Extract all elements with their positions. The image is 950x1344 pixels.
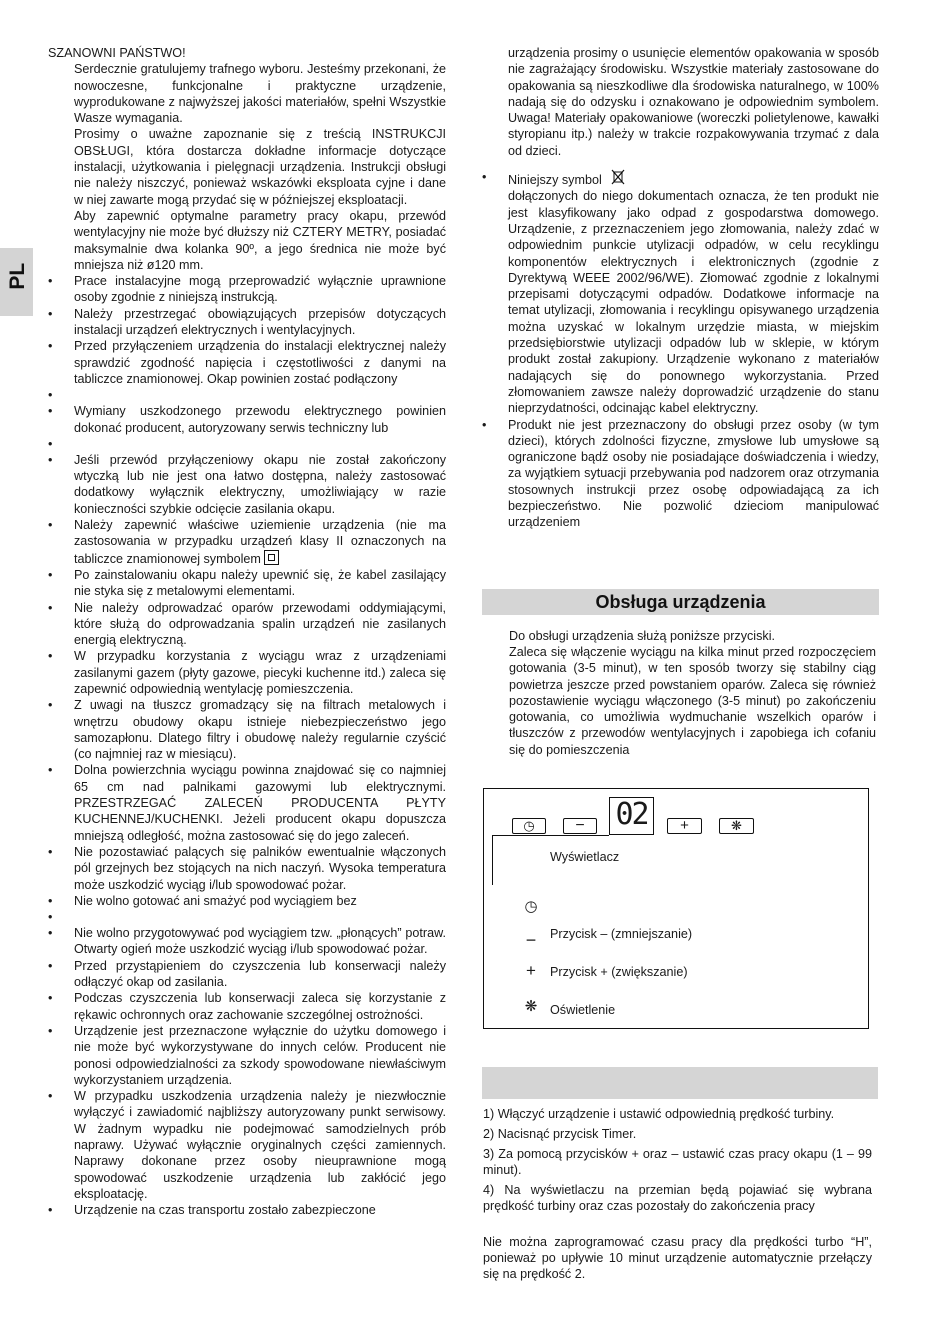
- list-item: • Dolna powierzchnia wyciągu powinna znajdować się co najmniej 65 cm nad palnikami gazowymi lub elektrycznymi. PRZESTRZEGAĆ ZALECEŃ PRODUCENTA PŁYTY KUCHENNEJ/KUCHENKI. Jeżeli producent okapu dopuszcza mniejszą odległość, można zastosować się do jego zaleceń.: [48, 762, 446, 843]
- list-item: • Przed przystąpieniem do czyszczenia lub konserwacji należy odłączyć okap od zasilania.: [48, 958, 446, 991]
- step-item: 2) Nacisnąć przycisk Timer.: [483, 1127, 637, 1141]
- list-item: • Produkt nie jest przeznaczony do obsługi przez osoby (w tym dzieci), których zdolności fizyczne, zmysłowe lub umysłowe są ograniczone bądź osoby nie posiadające doświadczenia i wiedzy, za wyjątkiem sytuacji przebywania pod nadzorem oraz otrzymania stosownych instrukcji przez osobę odpowiadającą za ich bezpieczeństwo. Nie pozwolić dzieciom manipulować urządzeniem: [482, 417, 879, 531]
- step-item: 4) Na wyświetlaczu na przemian będą pojawiać się wybrana prędkość turbiny oraz czas pozostały do zakończenia pracy: [483, 1183, 872, 1213]
- disposal-list: [482, 169, 879, 531]
- list-item: • Nie wolno gotować ani smażyć pod wyciągiem bez: [48, 893, 446, 909]
- timer-button[interactable]: ◷: [512, 818, 546, 834]
- digital-display: 02: [609, 797, 654, 835]
- plus-icon: +: [526, 961, 536, 980]
- list-item: • Należy przestrzegać obowiązujących przepisów dotyczących instalacji urządzeń elektrycznych i wentylacyjnych.: [48, 306, 446, 339]
- list-item-text: Należy zapewnić właściwe uziemienie urządzenia (nie ma zastosowania w przypadku urządzeń klasy II oznaczonych na tabliczce znamionowej symbolem: [74, 518, 446, 566]
- class-ii-symbol-icon: [264, 550, 279, 565]
- intro-paragraph: Aby zapewnić optymalne parametry pracy okapu, przewód wentylacyjny nie może być dłuższy niż CZTERY METRY, posiadać maksymalnie dwa kolanka 90º, a jego średnica nie może być mniejsza niż ø120 mm.: [74, 208, 446, 272]
- left-column: [48, 45, 446, 1218]
- list-item: • Nie wolno przygotowywać pod wyciągiem tzw. „płonących” potraw. Otwarty ogień może uszkodzić wyciąg i/lub spowodować pożar.: [48, 925, 446, 958]
- salutation: SZANOWNI PAŃSTWO!: [48, 46, 186, 60]
- list-item: [48, 517, 446, 567]
- list-item: • Prace instalacyjne mogą przeprowadzić wyłącznie uprawnione osoby zgodnie z niniejszą instrukcją.: [48, 273, 446, 306]
- weee-bin-icon: [611, 169, 625, 185]
- display-pointer-line: [492, 835, 609, 836]
- list-item: • W przypadku korzystania z wyciągu wraz z urządzeniami zasilanymi gazem (płyty gazowe, piecyki kuchenne itd.) zaleca się zapewnić odpowiednią wentylację pomieszczenia.: [48, 648, 446, 697]
- weee-text: dołączonych do niego dokumentach oznacza, że ten produkt nie jest klasyfikowany jako odpad z gospodarstwa domowego. Urządzenie, z przeznaczeniem jego złomowania, należy zdać w odpowiednim punkcie utylizacji odpadów, w celu recyklingu komponentów elektrycznych i elektronicznych (zgodnie z Dyrektywą WEEE 2002/96/WE). Złomować zgodnie z lokalnymi przepisami dotyczącymi odpadów. Dodatkowe informacje na temat utylizacji, złomowania i recyklingu opisywanego urządzenia można uzyskać w lokalnym urzędzie miasta, w miejskim przedsiębiorstwie utylizacji odpadów lub w sklepie, w którym produkt został zakupiony. Urządzenie wykonano z materiałów nadających się do ponownego wykorzystania. Przed złomowaniem zawsze należy doprowadzić urządzenie do stanu nieprzydatności, odcinając kabel elektryczny.: [508, 189, 879, 416]
- list-item: • Podczas czyszczenia lub konserwacji zaleca się korzystanie z rękawic ochronnych oraz zachowanie szczególnej ostrożności.: [48, 990, 446, 1023]
- list-item: • Nie należy odprowadzać oparów przewodami oddymiającymi, które służą do odprowadzania spalin urządzeń nie zasilanych energią elektryczną.: [48, 600, 446, 649]
- light-button[interactable]: ❋: [719, 818, 754, 834]
- spacer: [48, 909, 446, 925]
- minus-icon: −: [525, 930, 537, 950]
- timer-section-heading: [482, 1067, 878, 1099]
- legend-light: Oświetlenie: [550, 1003, 616, 1017]
- plus-button[interactable]: +: [667, 818, 702, 834]
- legend-plus: Przycisk + (zwiększanie): [550, 965, 688, 979]
- weee-lead: Niniejszy symbol: [508, 173, 602, 188]
- minus-button[interactable]: −: [563, 818, 597, 834]
- section-paragraph: Zaleca się włączenie wyciągu na kilka minut przed rozpoczęciem gotowania (3-5 minut), w ten sposób tworzy się stabilny ciąg powietrza jeszcze przed powstaniem oparów. Zaleca się również pozostawienie wyciągu włączonego (3-5 minut) po zakończeniu gotowania, co umożliwia wydmuchanie wszelkich oparów i tłuszczów z przewodów wentylacyjnych i zapobiega ich cofaniu się do pomieszczenia: [509, 644, 876, 757]
- section-heading: Obsługa urządzenia: [482, 589, 879, 615]
- control-panel-diagram: [483, 788, 869, 1029]
- step-item: 3) Za pomocą przycisków + oraz – ustawić czas pracy okapu (1 – 99 minut).: [483, 1147, 872, 1177]
- timer-steps: [483, 1106, 872, 1286]
- list-item: • Nie pozostawiać palących się palników ewentualnie włączonych pól grzejnych bez stojących na nich naczyń. Wysoka temperatura może uszkodzić wyciąg i/lub spowodować pożar.: [48, 844, 446, 893]
- section-paragraph: Do obsługi urządzenia służą poniższe przyciski.: [509, 628, 775, 643]
- list-item: • Przed przyłączeniem urządzenia do instalacji elektrycznej należy sprawdzić zgodność napięcia i częstotliwości z danymi na tabliczce znamionowej. Okap powinien zostać podłączony: [48, 338, 446, 387]
- step-item: 1) Włączyć urządzenie i ustawić odpowiednią prędkość turbiny.: [483, 1107, 835, 1121]
- spacer: [48, 436, 446, 452]
- list-item: [482, 169, 879, 416]
- legend-minus: Przycisk – (zmniejszanie): [550, 927, 693, 941]
- light-icon: ❋: [524, 998, 538, 1015]
- intro-paragraph: Serdecznie gratulujemy trafnego wyboru. Jesteśmy przekonani, że nowoczesne, funkcjonalne i praktyczne urządzenie, wyprodukowane z najwyższej jakości materiałów, spełni Wszystkie Wasze wymagania.: [74, 62, 446, 126]
- display-pointer-line: [492, 835, 493, 885]
- timer-icon: ◷: [524, 898, 538, 915]
- list-item: • Po zainstalowaniu okapu należy upewnić się, że kabel zasilający nie styka się z metalowymi elementami.: [48, 567, 446, 600]
- spacer: [48, 387, 446, 403]
- right-column: [482, 45, 879, 758]
- list-item: • Urządzenie na czas transportu zostało zabezpieczone: [48, 1202, 446, 1218]
- safety-list: [48, 273, 446, 1218]
- list-item: • Z uwagi na tłuszcz gromadzący się na filtrach metalowych i wnętrzu obudowy okapu istnieje niebezpieczeństwo jego samozapłonu. Dlatego filtry i obudowę należy regularnie czyścić (co najmniej raz w miesiącu).: [48, 697, 446, 762]
- language-tab-label: PL: [5, 262, 29, 290]
- language-tab: [0, 248, 33, 316]
- intro-paragraph: Prosimy o uważne zapoznanie się z treścią INSTRUKCJI OBSŁUGI, która dostarcza dokładne informacje dotyczące instalacji, użytkowania i pielęgnacji urządzenia. Instrukcji obsługi nie należy niszczyć, ponieważ wskazówki eksploata cyjne i dane w niej zawarte mogą przydać się w późniejszej eksploatacji.: [74, 127, 446, 207]
- display-pointer-line: [609, 819, 610, 835]
- section-text: [482, 628, 879, 758]
- timer-note: Nie można zaprogramować czasu pracy dla prędkości turbo “H”, ponieważ po upływie 10 minut urządzenie automatycznie przełączy się na prędkość 2.: [483, 1235, 872, 1281]
- list-item: • Jeśli przewód przyłączeniowy okapu nie został zakończony wtyczką lub nie jest ona łatwo dostępna, należy zastosować dodatkowy wyłącznik elektryczny, umożliwiający w razie konieczności szybkie odcięcie zasilania okapu.: [48, 452, 446, 517]
- list-item: • Wymiany uszkodzonego przewodu elektrycznego powinien dokonać producent, autoryzowany serwis techniczny lub: [48, 403, 446, 436]
- list-item: • W przypadku uszkodzenia urządzenia należy je niezwłocznie wyłączyć i zawiadomić najbliższy autoryzowany punkt serwisowy. W żadnym wypadku nie podejmować samodzielnych prób naprawy. Używać wyłącznie oryginalnych części zamiennych. Naprawy dokonane przez osoby nieuprawnione mogą spowodować uszkodzenie urządzenia lub zakłócić jego eksploatację.: [48, 1088, 446, 1202]
- legend-display: Wyświetlacz: [550, 850, 620, 864]
- packaging-paragraph: urządzenia prosimy o usunięcie elementów opakowania w sposób nie zagrażający środowisku. Wszystkie materiały zastosowane do opakowania są nieszkodliwe dla środowiska naturalnego, w 100% nadają się do odzysku i oznakowano je odpowiednim symbolem. Uwaga! Materiały opakowaniowe (woreczki polietylenowe, kawałki styropianu itp.) należy w trakcie rozpakowywania trzymać z dala od dzieci.: [508, 46, 879, 158]
- list-item: • Urządzenie jest przeznaczone wyłącznie do użytku domowego i nie może być wykorzystywane do innych celów. Producent nie ponosi odpowiedzialności za szkody spowodowane niewłaściwym wykorzystaniem urządzenia.: [48, 1023, 446, 1088]
